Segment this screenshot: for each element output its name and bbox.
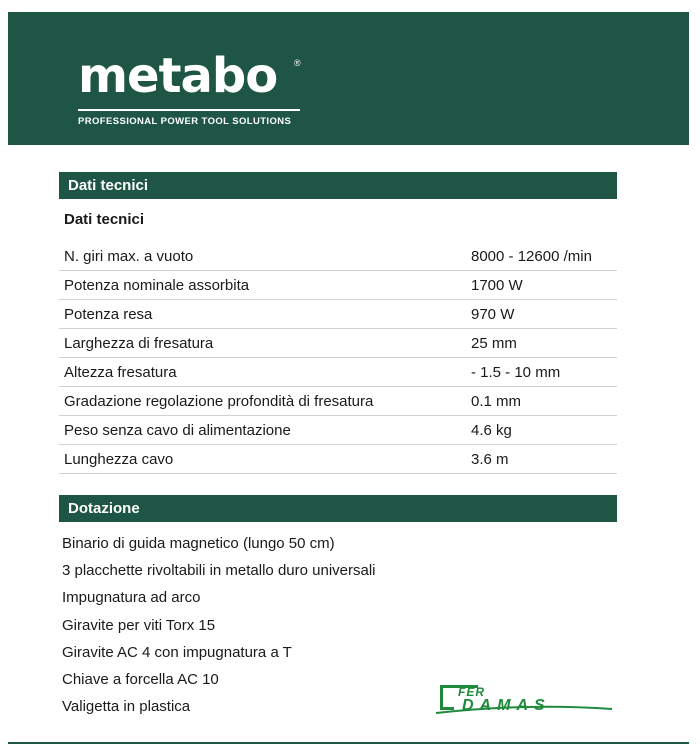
equipment-item: Valigetta in plastica [62,698,191,716]
brand-header [8,12,689,145]
specs-subtitle: Dati tecnici [64,211,145,228]
spec-row [59,358,617,387]
spec-value: 25 mm [465,329,617,358]
specs-section-bar: Dati tecnici [59,172,617,199]
equipment-list [62,530,376,720]
spec-label: Larghezza di fresatura [59,329,465,358]
spec-row [59,242,617,271]
spec-row [59,445,617,474]
spec-row [59,300,617,329]
brand-tagline: PROFESSIONAL POWER TOOL SOLUTIONS [78,116,292,127]
spec-label: Lunghezza cavo [59,445,465,474]
spec-value: 970 W [465,300,617,329]
spec-value: 3.6 m [465,445,617,474]
logo-divider [78,109,300,111]
metabo-logo: metabo [78,48,278,104]
spec-row [59,329,617,358]
equipment-item: Binario di guida magnetico (lungo 50 cm) [62,535,335,552]
spec-value: 1700 W [465,271,617,300]
spec-label: Potenza resa [59,300,465,329]
equipment-item: Chiave a forcella AC 10 [62,670,219,688]
spec-value: 8000 - 12600 /min [465,242,617,271]
footer-divider [8,742,689,744]
equipment-section-bar: Dotazione [59,495,617,522]
spec-row [59,416,617,445]
spec-row [59,271,617,300]
equipment-item: 3 placchette rivoltabili in metallo duro universali [62,562,376,580]
spec-label: N. giri max. a vuoto [59,242,465,271]
ferdamas-logo-main: DAMAS [462,697,551,714]
spec-label: Peso senza cavo di alimentazione [59,416,465,445]
ferdamas-logo [436,683,614,715]
equipment-item: Giravite per viti Torx 15 [62,616,216,634]
spec-value: - 1.5 - 10 mm [465,358,617,387]
spec-label: Altezza fresatura [59,358,465,387]
spec-value: 4.6 kg [465,416,617,445]
equipment-item: Giravite AC 4 con impugnatura a T [62,643,292,661]
spec-value: 0.1 mm [465,387,617,416]
specs-table [59,242,617,474]
registered-mark: ® [294,58,301,68]
equipment-item: Impugnatura ad arco [62,589,201,607]
spec-row [59,387,617,416]
spec-label: Potenza nominale assorbita [59,271,465,300]
spec-label: Gradazione regolazione profondità di fresatura [59,387,465,416]
ferdamas-logo-top: FER [458,685,485,699]
